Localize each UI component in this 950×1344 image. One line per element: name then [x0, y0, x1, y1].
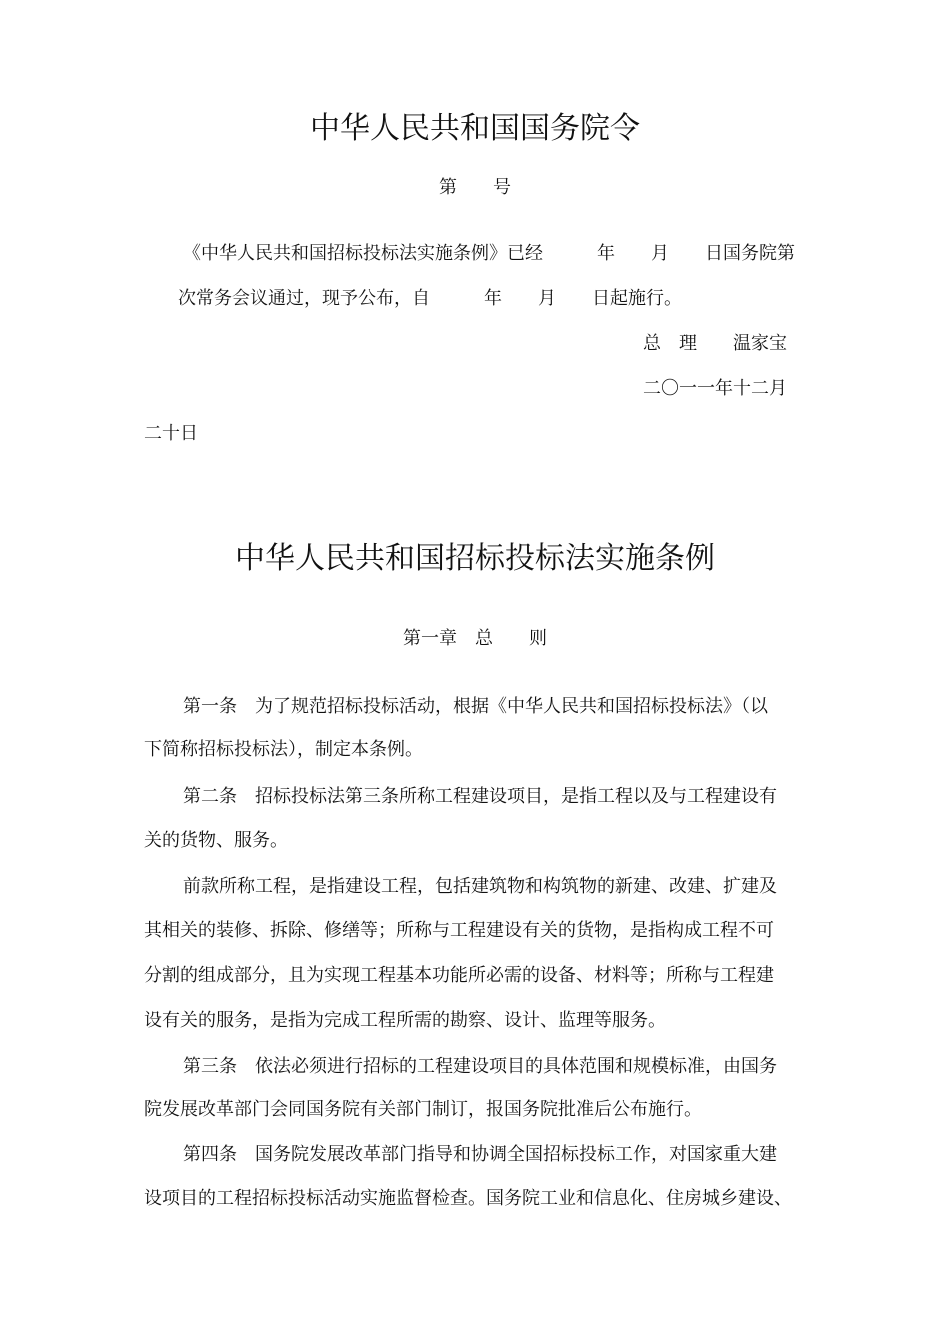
decree-paragraph-line: 《中华人民共和国招标投标法实施条例》已经 年 月 日国务院第	[183, 243, 795, 264]
decree-date-line: 二〇一一年十二月	[643, 378, 787, 399]
regulation-text-line: 院发展改革部门会同国务院有关部门制订，报国务院批准后公布施行。	[144, 1099, 702, 1120]
regulation-text-line: 第一条 为了规范招标投标活动，根据《中华人民共和国招标投标法》（以	[183, 696, 768, 717]
chapter-title: 第一章 总 则	[403, 628, 547, 649]
decree-number: 第 号	[439, 177, 511, 198]
regulation-text-line: 第三条 依法必须进行招标的工程建设项目的具体范围和规模标准，由国务	[183, 1056, 777, 1077]
decree-paragraph-line: 次常务会议通过，现予公布，自 年 月 日起施行。	[178, 288, 682, 309]
regulation-text-line: 分割的组成部分，且为实现工程基本功能所必需的设备、材料等；所称与工程建	[144, 965, 774, 986]
regulation-text-line: 其相关的装修、拆除、修缮等；所称与工程建设有关的货物，是指构成工程不可	[144, 920, 774, 941]
premier-signature: 总 理 温家宝	[643, 333, 787, 354]
regulation-title: 中华人民共和国招标投标法实施条例	[235, 541, 715, 576]
regulation-text-line: 设有关的服务，是指为完成工程所需的勘察、设计、监理等服务。	[144, 1010, 666, 1031]
regulation-text-line: 下简称招标投标法），制定本条例。	[144, 739, 423, 760]
regulation-text-line: 前款所称工程，是指建设工程，包括建筑物和构筑物的新建、改建、扩建及	[183, 876, 777, 897]
regulation-text-line: 第四条 国务院发展改革部门指导和协调全国招标投标工作，对国家重大建	[183, 1144, 777, 1165]
regulation-text-line: 设项目的工程招标投标活动实施监督检查。国务院工业和信息化、住房城乡建设、	[144, 1188, 792, 1209]
regulation-text-line: 关的货物、服务。	[144, 830, 288, 851]
decree-date-line: 二十日	[144, 423, 198, 444]
regulation-text-line: 第二条 招标投标法第三条所称工程建设项目，是指工程以及与工程建设有	[183, 786, 777, 807]
decree-title: 中华人民共和国国务院令	[310, 111, 640, 146]
